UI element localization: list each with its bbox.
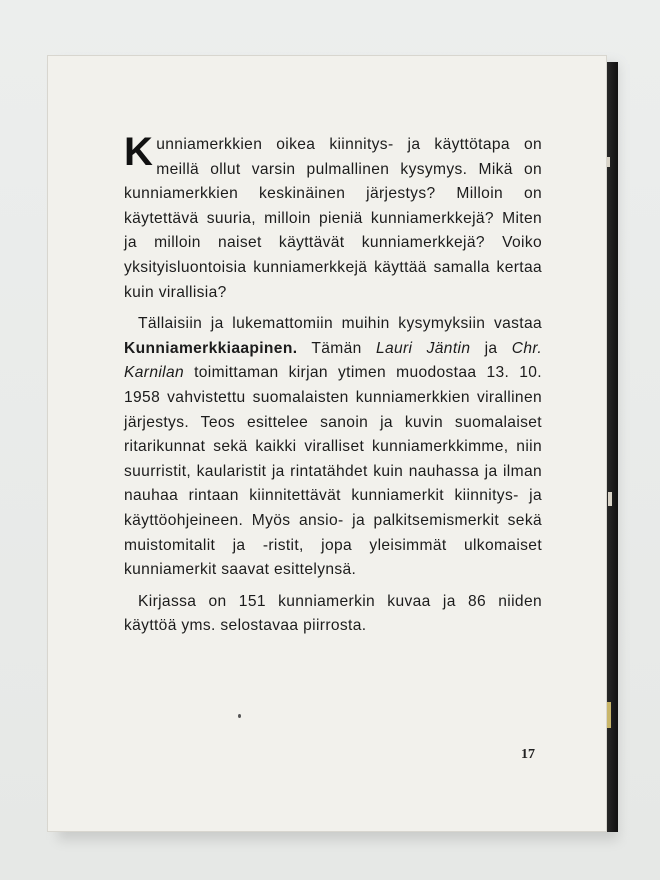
paragraph-2-text-mid: ja (470, 339, 512, 357)
spine-mark (608, 492, 612, 506)
paragraph-2-text-end: toimittaman kirjan ytimen muodostaa 13. 10. 1958 vahvistettu suomalaisten kunniamerkkien virallinen järjestys. Teos esittelee sanoin ja kuvin suomalaiset ritarikunnat sekä kaikki viralliset kunniamerkkimme, niin suurristit, kaularistit ja rintatähdet kuin nauhassa ja ilman nauhaa rintaan kiinnitettävät kunniamerkit kiinnitys- ja käyttöohjeineen. Myös ansio- ja palkitsemismerkit sekä muistomitalit ja -ristit, jopa yleisimmät ulkomaiset kunniamerkit saavat esittelynsä. (124, 364, 542, 579)
editor-name-1: Lauri Jäntin (375, 339, 471, 357)
paragraph-2 (124, 312, 542, 583)
print-speck (238, 714, 241, 718)
drop-cap: K (124, 130, 154, 174)
paragraph-3-text: Kirjassa on 151 kunniamerkin kuvaa ja 86 niiden käyttöä yms. selostavaa piirrosta. (124, 592, 542, 635)
page-number: 17 (521, 747, 535, 762)
paragraph-2-text-after-title: Tämän (297, 339, 376, 357)
editor-name-2: Chr. Karnilan (124, 339, 542, 382)
paragraph-1-text: unniamerkkien oikea kiinnitys- ja käyttötapa on meillä ollut varsin pulmallinen kysymys. Mikä on kunniamerkkien keskinäinen järjestys? Milloin on käytettävä suuria, milloin pieniä kunniamerkkejä? Miten ja milloin naiset käyttävät kunniamerkkejä? Voiko yksityisluontoisia kunniamerkkejä käyttää samalla kertaa kuin virallisia? (124, 136, 542, 301)
book-back-cover (47, 55, 607, 832)
paragraph-1 (124, 130, 542, 305)
paragraph-3 (124, 590, 542, 639)
blurb-text (124, 130, 542, 646)
book-title-bold: Kunniamerkkiaapinen. (124, 339, 298, 357)
paragraph-2-text-start: Tällaisiin ja lukemattomiin muihin kysymyksiin vastaa (138, 315, 542, 333)
